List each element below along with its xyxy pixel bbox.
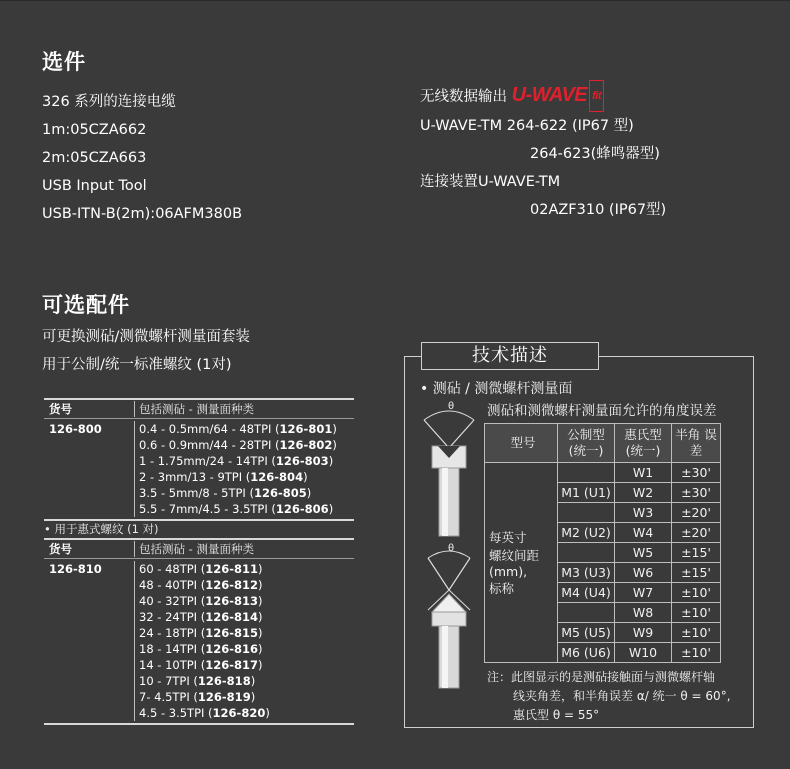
item-code: 126-804 [250,470,304,484]
item-line [139,485,337,501]
item-list [134,561,270,721]
tech-bullet: • 测砧 / 测微螺杆测量面 [420,381,573,397]
item-line [139,625,270,641]
table-header [44,540,354,558]
options-line: USB Input Tool [42,178,147,194]
item-close: ) [258,626,263,640]
table-row [44,419,354,519]
wireless-line: 264-623(蜂鸣器型) [530,146,660,162]
accessories-title: 可选配件 [42,293,130,317]
item-close: ) [328,502,334,516]
item-close: ) [250,674,256,688]
item-code: 126-815 [205,626,259,640]
accessories-line: 用于公制/统一标准螺纹 (1对) [42,357,232,373]
whitworth-cell: W7 [615,583,672,603]
whitworth-note: • 用于惠式螺纹 (1 对) [44,522,159,536]
item-code: 126-814 [205,610,259,624]
item-code: 126-813 [205,594,259,608]
item-close: ) [258,610,263,624]
item-range: 0.4 - 0.5mm/64 - 48TPI ( [139,422,280,436]
metric-cell: M3 (U3) [558,563,615,583]
row-label-line: 螺纹间距 [489,548,540,563]
theta-label: θ [448,543,455,554]
options-line: 1m:05CZA662 [42,122,147,138]
item-close: ) [265,706,270,720]
table-row [44,559,354,723]
error-cell: ±30' [672,483,721,503]
note-line: 注：此图显示的是测砧接触面与测微螺杆轴 [487,670,716,684]
item-code: 126-803 [275,454,329,468]
error-cell: ±10' [672,623,721,643]
error-cell: ±10' [672,583,721,603]
whitworth-cell: W10 [615,643,672,663]
accessories-desc [42,323,250,379]
whitworth-cell: W6 [615,563,672,583]
item-range: 40 - 32TPI ( [139,594,206,608]
whitworth-cell: W2 [615,483,672,503]
whitworth-anvil-table [44,538,354,725]
item-line [139,453,337,469]
wireless-header [420,80,666,112]
metric-cell [558,503,615,523]
item-range: 5.5 - 7mm/4.5 - 3.5TPI ( [139,502,276,516]
metric-cell: M2 (U2) [558,523,615,543]
item-range: 2 - 3mm/13 - 9TPI ( [139,470,251,484]
error-cell: ±30' [672,463,721,483]
item-range: 24 - 18TPI ( [139,626,206,640]
whitworth-cell: W9 [615,623,672,643]
item-close: ) [258,578,263,592]
row-label-line: (mm), [489,564,528,579]
item-close: ) [258,642,263,656]
item-line [139,609,270,625]
tech-subtitle: 测砧和测微螺杆测量面允许的角度误差 [487,403,717,419]
item-range: 14 - 10TPI ( [139,658,206,672]
item-close: ) [258,562,263,576]
item-line [139,561,270,577]
whitworth-cell: W3 [615,503,672,523]
item-close: ) [250,690,256,704]
item-line [139,593,270,609]
item-code: 126-817 [205,658,259,672]
options-line: 2m:05CZA663 [42,150,147,166]
item-close: ) [332,422,337,436]
wireless-section [420,80,666,224]
u-wave-logo-text: U-WAVE [511,84,588,106]
metric-cell [558,543,615,563]
item-range: 48 - 40TPI ( [139,578,206,592]
header-whitworth: 惠氏型 (统一) [615,424,672,463]
error-cell: ±20' [672,523,721,543]
error-cell: ±15' [672,563,721,583]
whitworth-cell: W5 [615,543,672,563]
whitworth-cell: W8 [615,603,672,623]
item-code: 126-820 [212,706,266,720]
options-line: USB-ITN-B(2m):06AFM380B [42,206,243,222]
item-line [139,689,270,705]
item-code: 126-805 [253,486,307,500]
item-code: 126-816 [205,642,259,656]
item-range: 32 - 24TPI ( [139,610,206,624]
top-divider [0,0,790,1]
note-line: 惠氏型 θ = 55° [513,708,600,722]
metric-cell [558,603,615,623]
header-metric: 公制型 (统一) [558,424,615,463]
item-close: ) [306,486,312,500]
wireless-line: 连接装置U-WAVE-TM [420,174,561,190]
table-header [44,400,354,418]
header-model: 型号 [485,424,558,463]
header-contents: 包括测砧 - 测量面种类 [134,401,254,417]
whitworth-cell: W4 [615,523,672,543]
item-range: 1 - 1.75mm/24 - 14TPI ( [139,454,276,468]
wireless-line: 02AZF310 (IP67型) [530,202,667,218]
item-code: 126-819 [197,690,251,704]
item-line [139,705,270,721]
item-line [139,421,337,437]
u-wave-logo [512,84,604,106]
item-code: 126-818 [197,674,251,688]
item-close: ) [258,658,263,672]
item-line [139,501,337,517]
item-code: 126-802 [279,438,333,452]
u-wave-logo-badge: fit [589,80,604,112]
item-range: 18 - 14TPI ( [139,642,206,656]
item-range: 10 - 7TPI ( [139,674,198,688]
metric-cell: M4 (U4) [558,583,615,603]
item-close: ) [332,438,337,452]
item-close: ) [328,454,334,468]
item-line [139,641,270,657]
metric-cell: M5 (U5) [558,623,615,643]
row-label-line: 标称 [489,581,515,596]
error-cell: ±10' [672,603,721,623]
item-range: 4.5 - 3.5TPI ( [139,706,213,720]
note-line: 线夹角差，和半角误差 α/ 统一 θ = 60°, [513,689,731,703]
anvil-illustration [418,396,482,696]
error-cell: ±20' [672,503,721,523]
row-label-line: 每英寸 [489,530,527,545]
row-label [485,463,558,663]
item-code: 126-806 [275,502,329,516]
item-code: 126-801 [279,422,333,436]
item-line [139,469,337,485]
tech-title: 技术描述 [421,342,599,370]
table-row [485,463,721,483]
header-code: 货号 [49,542,72,556]
angle-error-table [484,423,721,663]
item-close: ) [258,594,263,608]
accessories-line: 可更换测砧/测微螺杆测量面套装 [42,329,250,345]
item-code: 126-812 [205,578,259,592]
item-close: ) [303,470,308,484]
tech-note [487,668,731,725]
item-range: 3.5 - 5mm/8 - 5TPI ( [139,486,254,500]
whitworth-cell: W1 [615,463,672,483]
part-code: 126-800 [49,422,102,436]
item-line [139,657,270,673]
theta-label: θ [448,401,455,412]
item-range: 7- 4.5TPI ( [139,690,198,704]
metric-anvil-table [44,398,354,521]
metric-cell: M1 (U1) [558,483,615,503]
item-list [134,421,337,517]
wireless-label: 无线数据输出 [420,89,507,105]
part-code: 126-810 [49,562,102,576]
wireless-line: U-WAVE-TM 264-622 (IP67 型) [420,118,634,134]
options-line: 326 系列的连接电缆 [42,94,176,110]
item-code: 126-811 [205,562,259,576]
error-cell: ±15' [672,543,721,563]
header-code: 货号 [49,402,72,416]
header-half-angle: 半角 误差 [672,424,721,463]
options-list [42,88,242,228]
item-range: 60 - 48TPI ( [139,562,206,576]
metric-cell [558,463,615,483]
item-line [139,577,270,593]
header-contents: 包括测砧 - 测量面种类 [134,541,254,557]
options-title: 选件 [42,50,86,74]
item-line [139,673,270,689]
error-cell: ±10' [672,643,721,663]
item-range: 0.6 - 0.9mm/44 - 28TPI ( [139,438,280,452]
item-line [139,437,337,453]
metric-cell: M6 (U6) [558,643,615,663]
